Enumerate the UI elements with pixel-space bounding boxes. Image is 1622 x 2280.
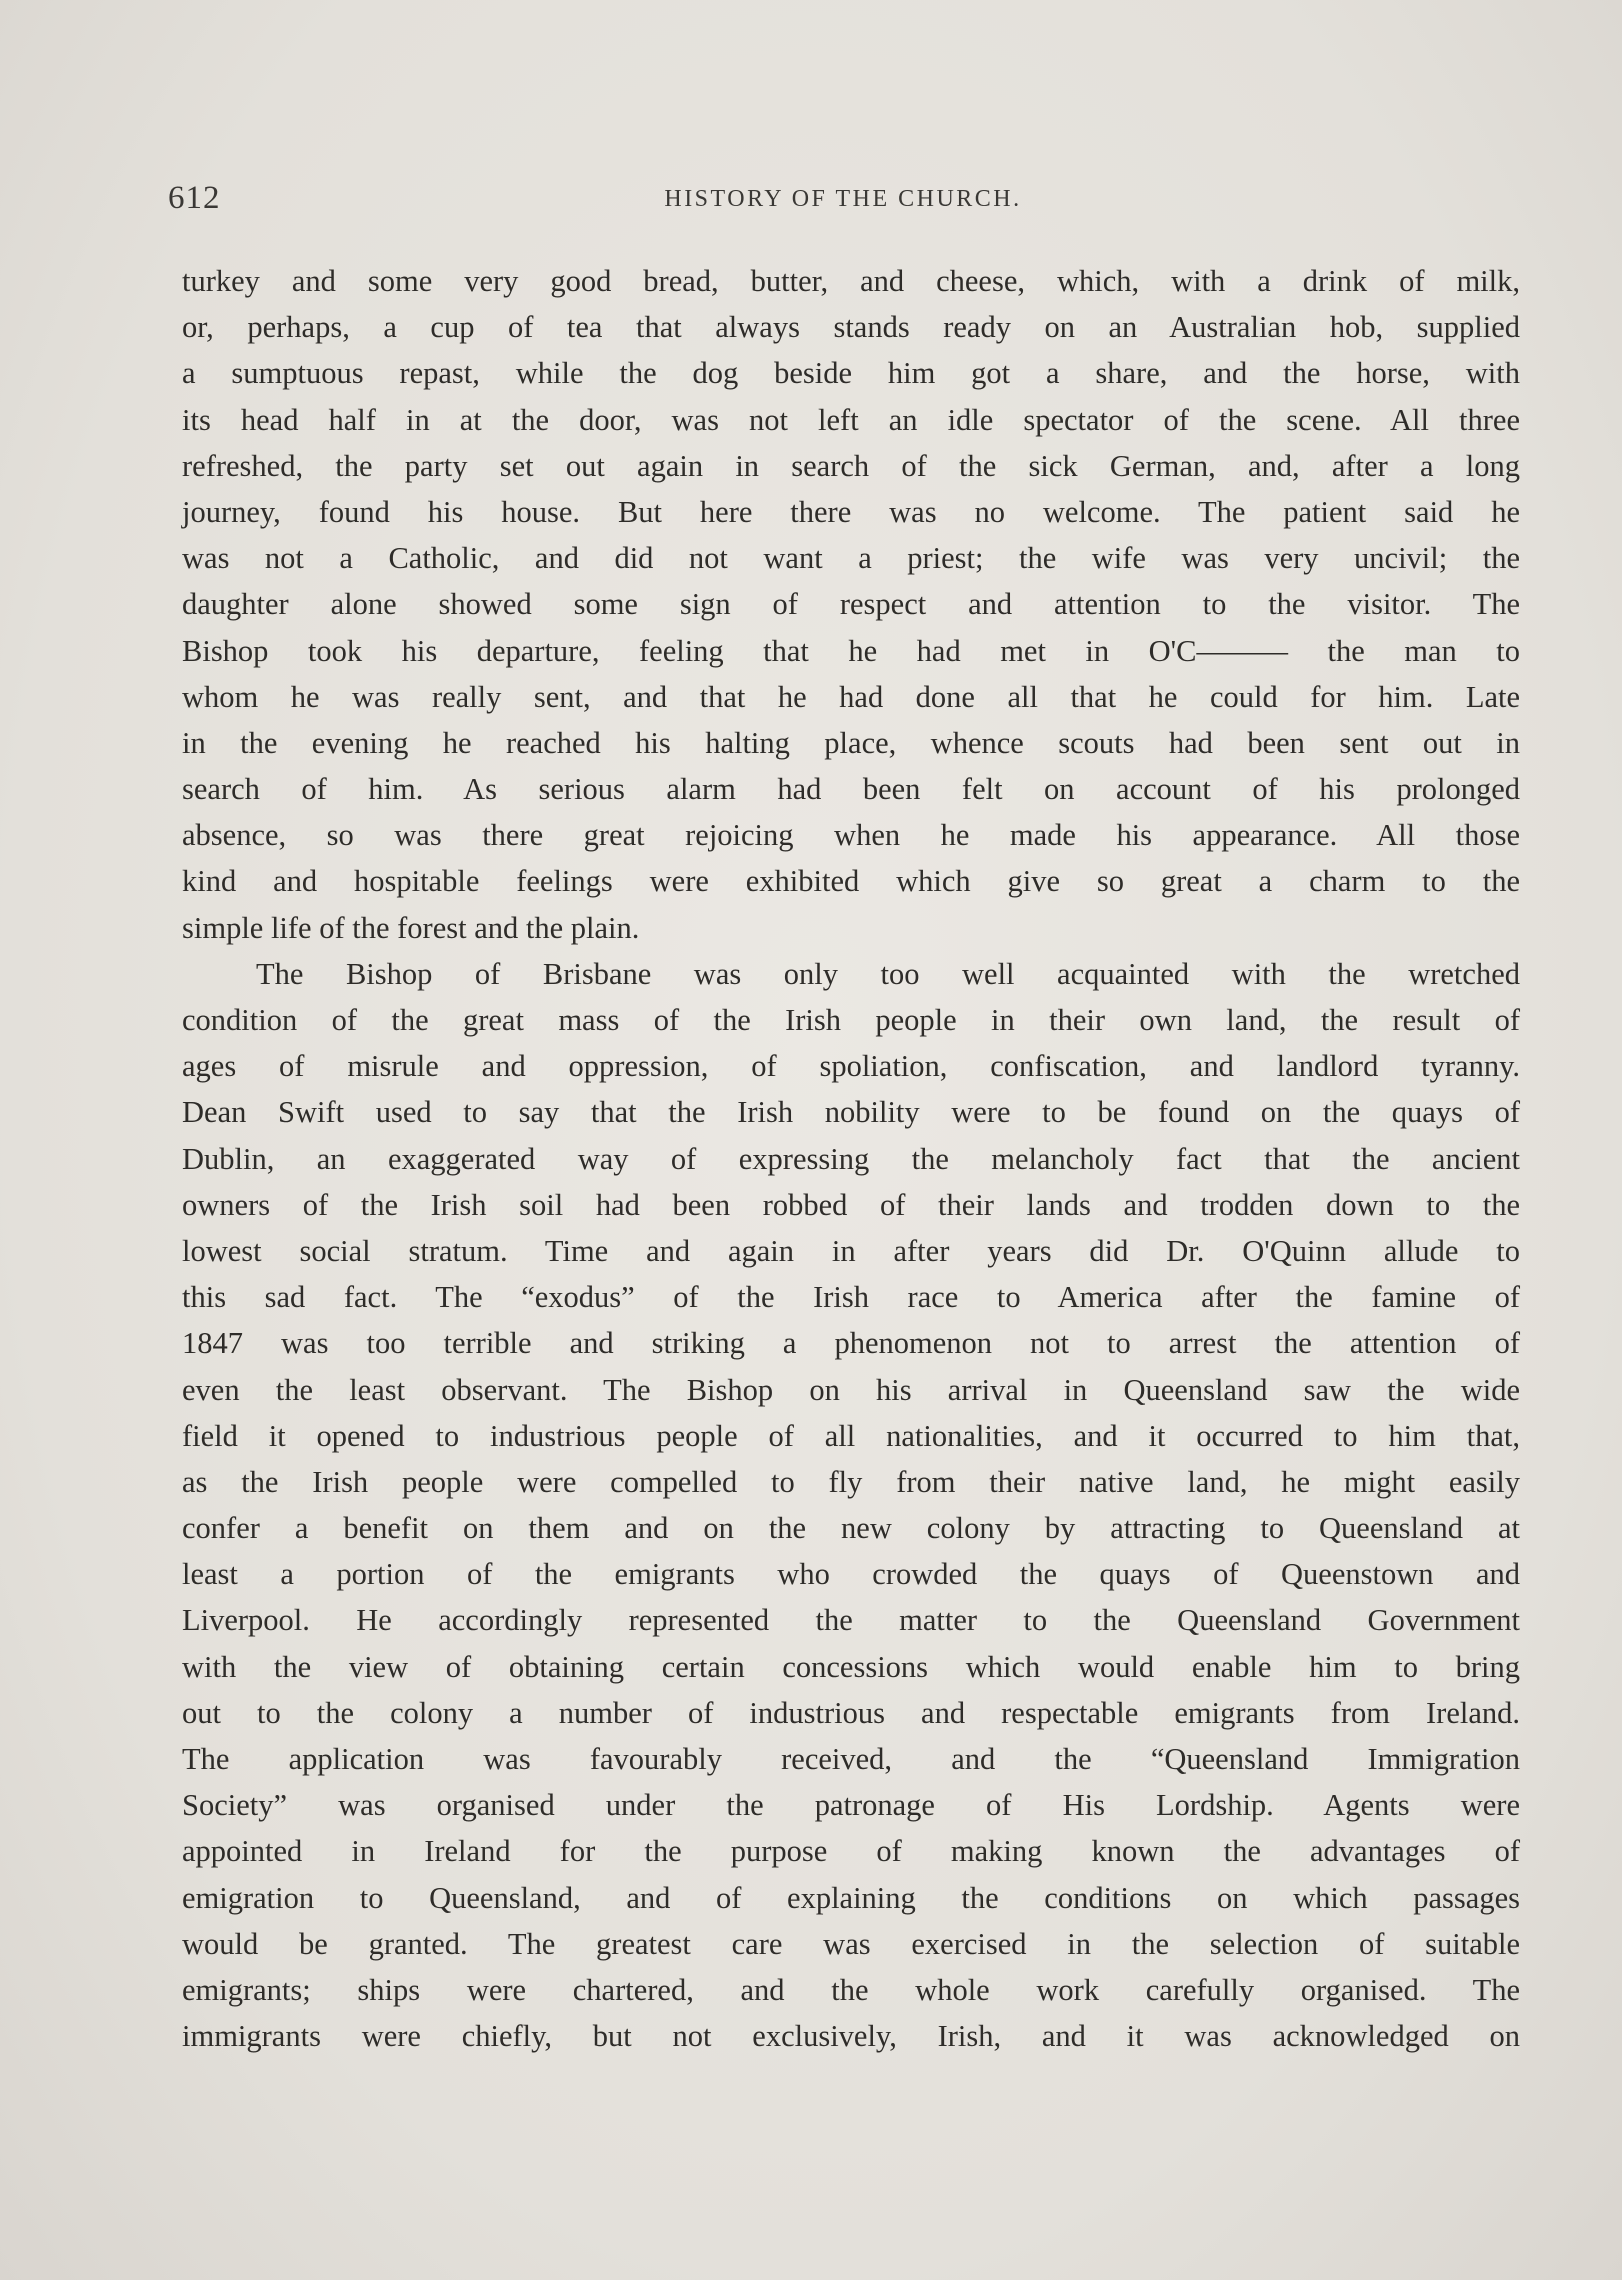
text-line: Dublin, an exaggerated way of expressing the melancholy fact that the ancient [182,1141,1520,1176]
page-number: 612 [168,180,221,216]
text-line: search of him. As serious alarm had been felt on account of his prolonged [182,772,1520,807]
text-line: simple life of the forest and the plain. [182,910,640,945]
text-line: or, perhaps, a cup of tea that always stands ready on an Australian hob, supplied [182,310,1520,345]
text-line: refreshed, the party set out again in search of the sick German, and, after a long [182,448,1520,483]
text-line: field it opened to industrious people of all nationalities, and it occurred to him that, [182,1418,1520,1453]
text-line: owners of the Irish soil had been robbed of their lands and trodden down to the [182,1187,1520,1222]
text-line: turkey and some very good bread, butter, and cheese, which, with a drink of milk, [182,264,1520,298]
text-line: with the view of obtaining certain concessions which would enable him to bring [182,1649,1520,1684]
text-line: out to the colony a number of industrious and respectable emigrants from Ireland. [182,1695,1520,1730]
text-line: appointed in Ireland for the purpose of making known the advantages of [182,1834,1520,1869]
text-line: emigrants; ships were chartered, and the whole work carefully organised. The [182,1972,1520,2007]
text-line: Bishop took his departure, feeling that he had met in O'C——— the man to [182,633,1520,668]
text-line: as the Irish people were compelled to fly from their native land, he might easily [182,1464,1520,1499]
running-title: HISTORY OF THE CHURCH. [664,186,1022,212]
text-line: immigrants were chiefly, but not exclusively, Irish, and it was acknowledged on [182,2019,1520,2054]
text-line: condition of the great mass of the Irish people in their own land, the result of [182,1003,1520,1037]
text-line: 1847 was too terrible and striking a phenomenon not to arrest the attention of [182,1326,1520,1361]
text-line: absence, so was there great rejoicing when he made his appearance. All those [182,818,1520,853]
text-line: confer a benefit on them and on the new colony by attracting to Queensland at [182,1511,1520,1546]
running-head [168,180,1518,220]
paragraph-2 [182,951,1520,2060]
text-line: The application was favourably received, and the “Queensland Immigration [182,1742,1520,1776]
text-line: journey, found his house. But here there was no welcome. The patient said he [182,494,1520,529]
text-line: its head half in at the door, was not left an idle spectator of the scene. All three [182,402,1520,437]
text-line: whom he was really sent, and that he had done all that he could for him. Late [182,679,1520,714]
text-line: least a portion of the emigrants who crowded the quays of Queenstown and [182,1557,1520,1592]
text-line: Liverpool. He accordingly represented the matter to the Queensland Government [182,1603,1520,1638]
body-text [182,258,1520,2059]
paragraph-1 [182,258,1520,951]
text-line: The Bishop of Brisbane was only too well acquainted with the wretched [256,956,1520,991]
text-line: ages of misrule and oppression, of spoliation, confiscation, and landlord tyranny. [182,1049,1520,1084]
text-line: daughter alone showed some sign of respect and attention to the visitor. The [182,587,1520,622]
text-line: was not a Catholic, and did not want a priest; the wife was very uncivil; the [182,541,1520,576]
text-line: lowest social stratum. Time and again in after years did Dr. O'Quinn allude to [182,1233,1520,1268]
text-line: this sad fact. The “exodus” of the Irish race to America after the famine of [182,1280,1520,1315]
text-line: a sumptuous repast, while the dog beside him got a share, and the horse, with [182,356,1520,391]
text-line: kind and hospitable feelings were exhibited which give so great a charm to the [182,864,1520,899]
text-line: even the least observant. The Bishop on his arrival in Queensland saw the wide [182,1372,1520,1407]
text-line: Dean Swift used to say that the Irish nobility were to be found on the quays of [182,1095,1520,1130]
text-line: would be granted. The greatest care was exercised in the selection of suitable [182,1926,1520,1961]
text-line: emigration to Queensland, and of explaining the conditions on which passages [182,1880,1520,1915]
text-line: in the evening he reached his halting place, whence scouts had been sent out in [182,725,1520,760]
text-line: Society” was organised under the patronage of His Lordship. Agents were [182,1788,1520,1823]
